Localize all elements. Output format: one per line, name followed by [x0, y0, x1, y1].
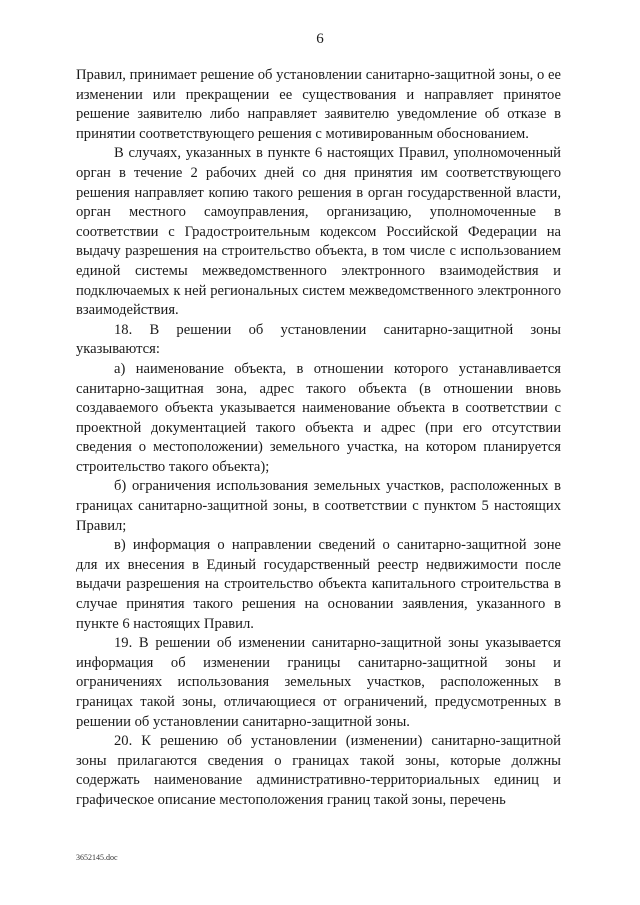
page-number: 6: [316, 31, 324, 47]
document-file-id: 3652145.doc: [76, 853, 118, 862]
paragraph-subitem-b: б) ограничения использования земельных участков, расположенных в границах санитарно-защитной зоны, в соответствии с пунктом 5 настоящих Правил;: [76, 478, 561, 534]
paragraph-subitem-a: а) наименование объекта, в отношении которого устанавливается санитарно-защитная зона, адрес такого объекта (в отношении вновь создаваемого объекта указывается наименование объекта в соответствии с проектной документацией такого объекта и адрес (при его отсутствии сведения о местоположении) земельного участка, на котором планируется строительство такого объекта);: [76, 360, 561, 475]
paragraph-item-19: 19. В решении об изменении санитарно-защитной зоны указывается информация об изменении границы санитарно-защитной зоны и ограничениях использования земельных участков, расположенных в границах такой зоны, отличающиеся от ограничений, предусмотренных в решении об установлении санитарно-защитной зоны.: [76, 635, 561, 730]
document-body: [76, 66, 561, 811]
paragraph-subitem-v: в) информация о направлении сведений о санитарно-защитной зоне для их внесения в Единый государственный реестр недвижимости после выдачи разрешения на строительство объекта капитального строительства в случае принятия такого решения на основании заявления, указанного в пункте 6 настоящих Правил.: [76, 537, 561, 632]
paragraph-item-18: 18. В решении об установлении санитарно-защитной зоны указываются:: [76, 321, 561, 358]
paragraph-item-20: 20. К решению об установлении (изменении) санитарно-защитной зоны прилагаются сведения о границах такой зоны, которые должны содержать наименование административно-территориальных единиц и графическое описание местоположения границ такой зоны, перечень: [76, 733, 561, 808]
paragraph-notification-copy: В случаях, указанных в пункте 6 настоящих Правил, уполномоченный орган в течение 2 рабочих дней со дня принятия им соответствующего решения направляет копию такого решения в орган государственной власти, орган местного самоуправления, организацию, уполномоченные в соответствии с Градостроительным кодексом Российской Федерации на выдачу разрешения на строительство объекта, в том числе с использованием единой системы межведомственного электронного взаимодействия и подключаемых к ней региональных систем межведомственного электронного взаимодействия.: [76, 145, 561, 319]
paragraph-continuation: Правил, принимает решение об установлении санитарно-защитной зоны, о ее изменении или прекращении ее существования и направляет принятое решение заявителю либо направляет заявителю уведомление об отказе в принятии соответствующего решения с мотивированным обоснованием.: [76, 67, 561, 142]
